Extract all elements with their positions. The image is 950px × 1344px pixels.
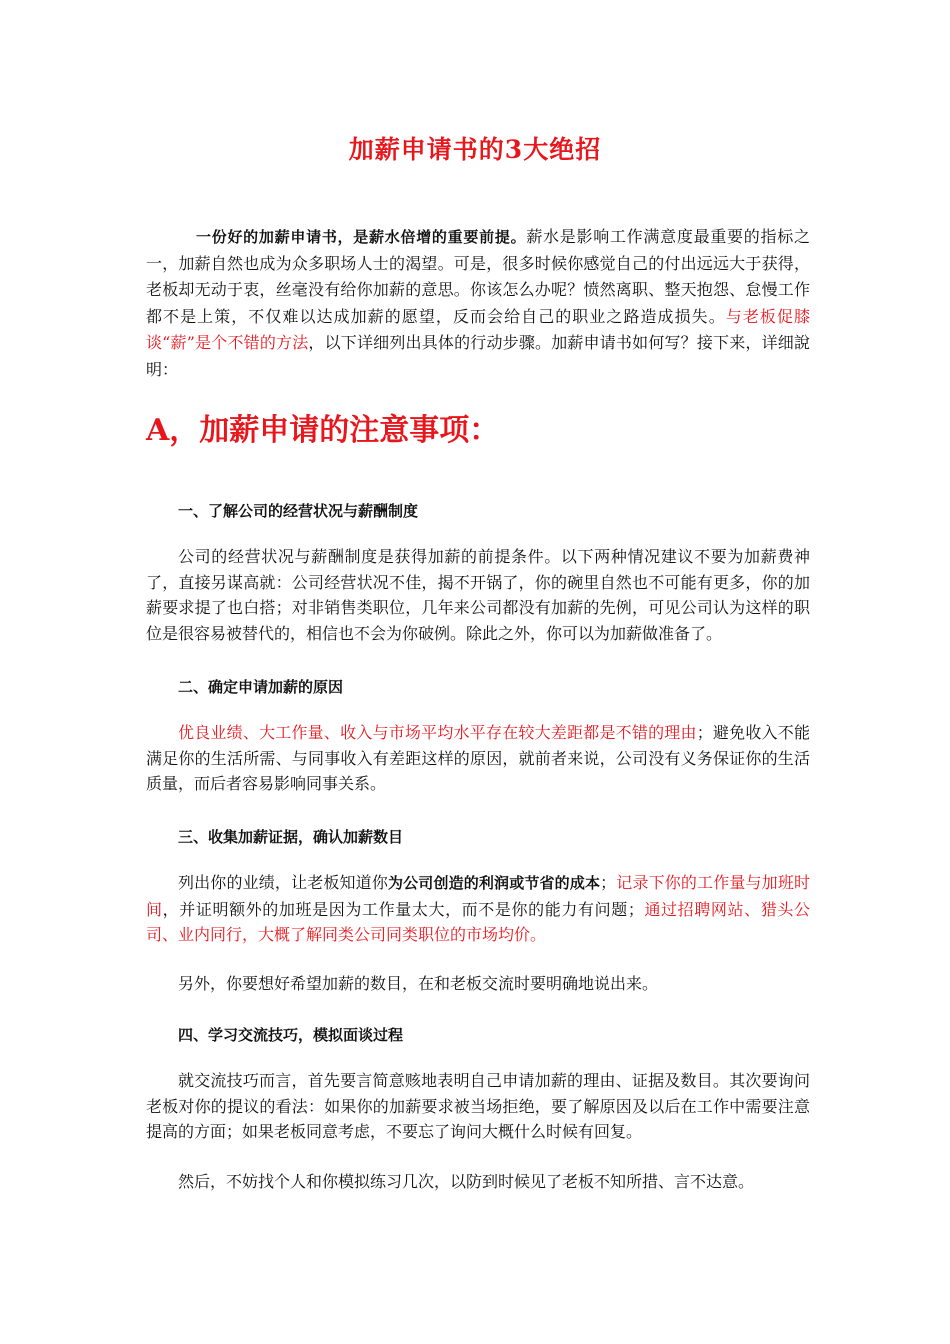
intro-paragraph [146, 224, 810, 383]
item-4-paragraph-1: 就交流技巧而言，首先要言简意赅地表明自己申请加薪的理由、证据及数目。其次要询问老板对你的提议的看法：如果你的加薪要求被当场拒绝，要了解原因及以后在工作中需要注意提高的方面；如果老板同意考虑，不要忘了询问大概什么时候有回复。 [146, 1071, 810, 1141]
item-3-heading: 三、收集加薪证据，确认加薪数目 [178, 828, 404, 846]
item-3-paragraph-2: 另外，你要想好希望加薪的数目，在和老板交流时要明确地说出来。 [178, 974, 659, 993]
item-2-text: ；避免收入不能满足你的生活所需、与同事收入有差距这样的原因，就前者来说，公司没有义务保证你的生活质量，而后者容易影响同事关系。 [146, 723, 810, 793]
item-3-paragraph-1 [146, 870, 810, 948]
item-4-paragraph-2: 然后，不妨找个人和你模拟练习几次，以防到时候见了老板不知所措、言不达意。 [178, 1172, 755, 1191]
item-3-text-a: 列出你的业绩，让老板知道你 [178, 873, 388, 892]
item-3-text-b: ； [600, 873, 617, 892]
intro-bold-lead: 一份好的加薪申请书，是薪水倍增的重要前提。 [196, 228, 527, 246]
section-a-heading: A，加薪申请的注意事项： [146, 413, 500, 448]
item-3-bold-text: 为公司创造的利润或节省的成本 [387, 874, 601, 892]
intro-text-1: 薪水是影响工作满意度最重要的指标之一，加薪自然也成为众多职场人士的渴望。可是，很多时候你感觉自己的付出远远大于获得，老板却无动于衷，丝毫没有给你加薪的意思。你该怎么办呢？愤然离职、整天抱怨、怠慢工作都不是上策，不仅难以达成加薪的愿望，反而会给自己的职业之路造成损失。 [146, 227, 810, 326]
intro-red-text: 与老板促膝谈“薪”是个不错的方法 [146, 306, 810, 352]
item-2-paragraph [146, 720, 810, 797]
item-4-heading: 四、学习交流技巧，模拟面谈过程 [178, 1026, 404, 1044]
item-2-heading: 二、确定申请加薪的原因 [178, 678, 344, 696]
item-3-red-text-1: 记录下你的工作量与加班时间 [146, 873, 810, 919]
item-2-red-text: 优良业绩、大工作量、收入与市场平均水平存在较大差距都是不错的理由 [178, 723, 697, 742]
item-3-text-c: ，并证明额外的加班是因为工作量太大，而不是你的能力有问题； [162, 899, 644, 919]
intro-text-2: ，以下详细列出具体的行动步骤。加薪申请书如何写？接下来，详细說明： [146, 333, 810, 379]
item-1-paragraph: 公司的经营状况与薪酬制度是获得加薪的前提条件。以下两种情况建议不要为加薪费神了，直接另谋高就：公司经营状况不佳，揭不开锅了，你的碗里自然也不可能有更多，你的加薪要求提了也白搭；对非销售类职位，几年来公司都没有加薪的先例，可见公司认为这样的职位是很容易被替代的，相信也不会为你破例。除此之外，你可以为加薪做准备了。 [146, 547, 810, 643]
item-1-heading: 一、了解公司的经营状况与薪酬制度 [178, 502, 419, 520]
page-title: 加薪申请书的3大绝招 [348, 135, 602, 164]
item-3-red-text-2: 通过招聘网站、猎头公司、业内同行，大概了解同类公司同类职位的市场均价。 [146, 899, 810, 944]
